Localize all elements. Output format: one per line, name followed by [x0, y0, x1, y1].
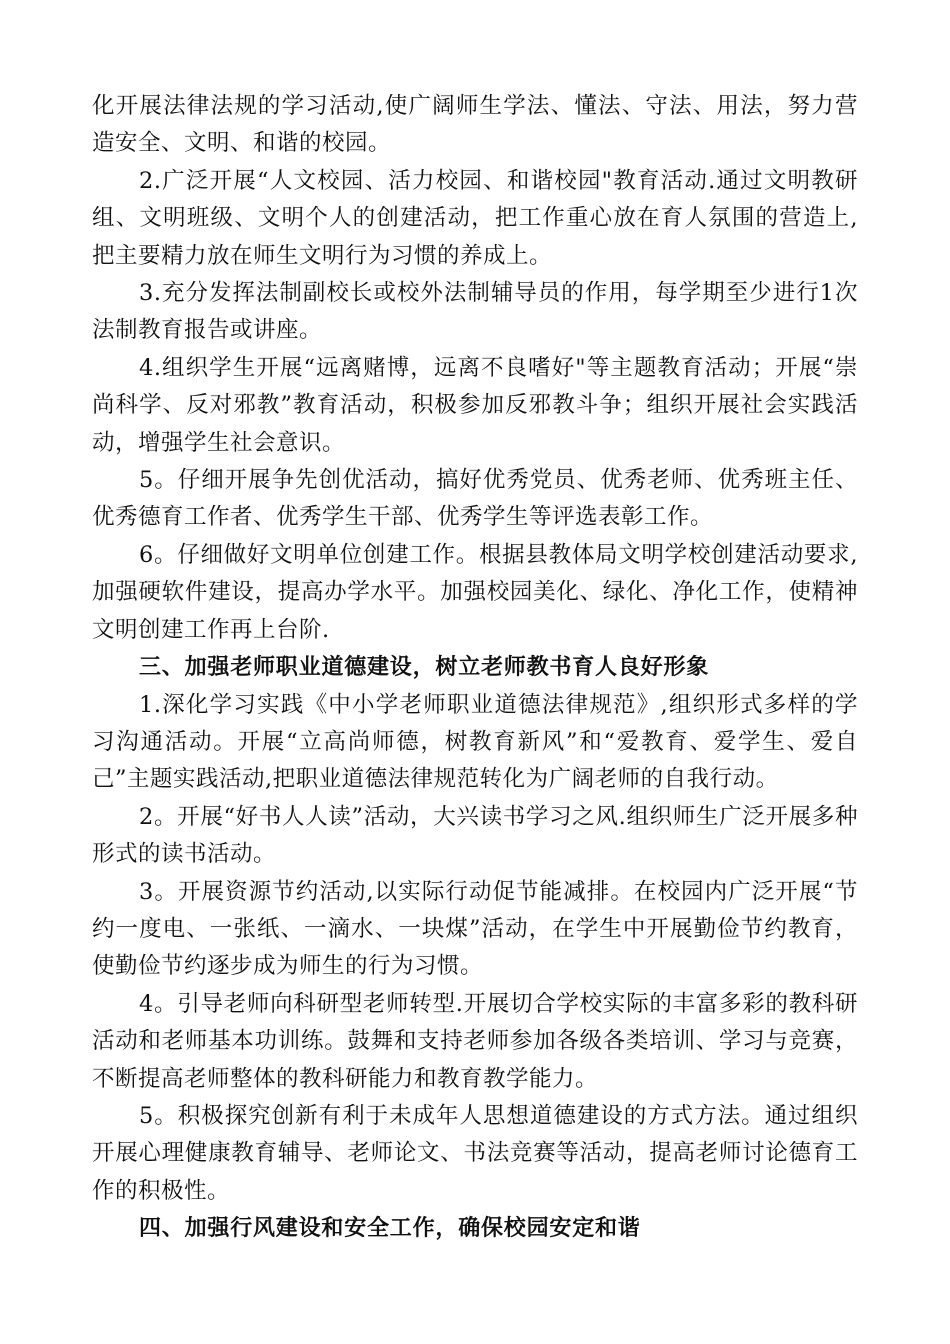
list-item-4: 4.组织学生开展“远离赌博，远离不良嗜好"等主题教育活动；开展“崇尚科学、反对邪教”教育活动，积极参加反邪教斗争；组织开展社会实践活动，增强学生社会意识。 — [92, 354, 858, 456]
paragraph-continuation: 化开展法律法规的学习活动,使广阔师生学法、懂法、守法、用法，努力营造安全、文明、和谐的校园。 — [92, 93, 858, 157]
section-heading-3: 三、加强老师职业道德建设，树立老师教书育人良好形象 — [139, 655, 710, 681]
document-page — [92, 88, 858, 1248]
section-heading-4: 四、加强行风建设和安全工作，确保校园安定和谐 — [139, 1216, 641, 1242]
list-item-5: 5。积极探究创新有利于未成年人思想道德建设的方式方法。通过组织开展心理健康教育辅导、老师论文、书法竞赛等活动，提高老师讨论德育工作的积极性。 — [92, 1102, 858, 1204]
list-item-1: 1.深化学习实践《中小学老师职业道德法律规范》,组织形式多样的学习沟通活动。开展“立高尚师德，树教育新风”和“爱教育、爱学生、爱自己”主题实践活动,把职业道德法律规范转化为广阔老师的自我行动。 — [92, 691, 858, 793]
list-item-2: 2。开展“好书人人读”活动，大兴读书学习之风.组织师生广泛开展多种形式的读书活动。 — [92, 803, 858, 868]
list-item-5: 5。仔细开展争先创优活动，搞好优秀党员、优秀老师、优秀班主任、优秀德育工作者、优秀学生干部、优秀学生等评选表彰工作。 — [92, 467, 858, 531]
list-item-4: 4。引导老师向科研型老师转型.开展切合学校实际的丰富多彩的教科研活动和老师基本功训练。鼓舞和支持老师参加各级各类培训、学习与竞赛，不断提高老师整体的教科研能力和教育教学能力。 — [92, 990, 858, 1092]
list-item-2: 2.广泛开展“人文校园、活力校园、和谐校园"教育活动.通过文明教研组、文明班级、文明个人的创建活动，把工作重心放在育人氛围的营造上,把主要精力放在师生文明行为习惯的养成上。 — [92, 167, 858, 269]
list-item-6: 6。仔细做好文明单位创建工作。根据县教体局文明学校创建活动要求,加强硬软件建设，提高办学水平。加强校园美化、绿化、净化工作，使精神文明创建工作再上台阶. — [92, 541, 858, 643]
list-item-3: 3。开展资源节约活动,以实际行动促节能减排。在校园内广泛开展“节约一度电、一张纸、一滴水、一块煤”活动，在学生中开展勤俭节约教育，使勤俭节约逐步成为师生的行为习惯。 — [92, 878, 858, 980]
list-item-3: 3.充分发挥法制副校长或校外法制辅导员的作用，每学期至少进行1次法制教育报告或讲座。 — [92, 280, 858, 344]
